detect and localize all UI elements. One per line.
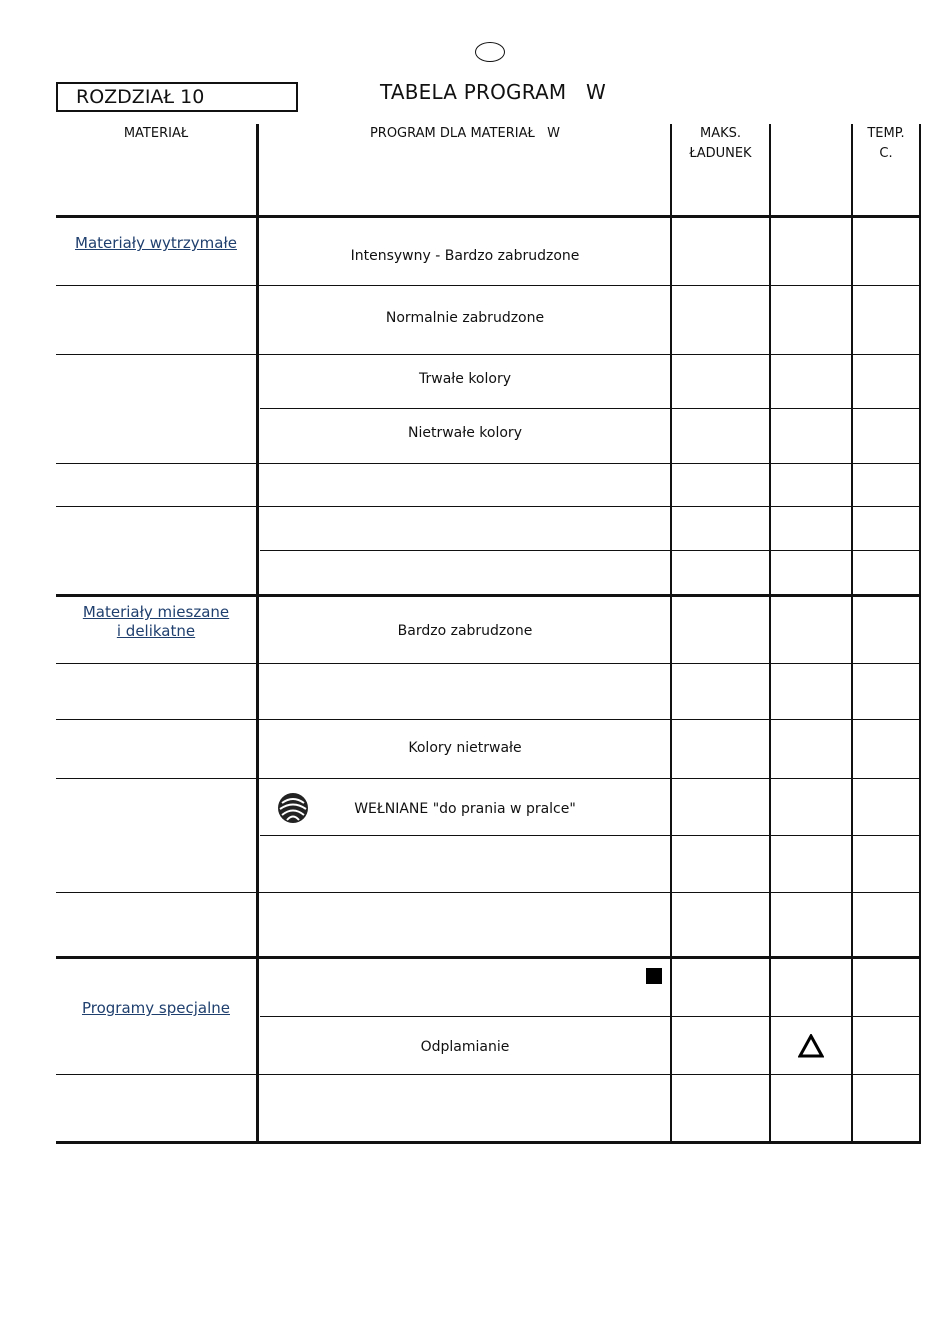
language-oval-marker (475, 42, 505, 62)
table-hline (260, 835, 921, 836)
category-mixed-delicate: Materiały mieszane i delikatne (82, 603, 230, 640)
table-hline (56, 663, 921, 664)
program-intensive: Intensywny - Bardzo zabrudzone (350, 248, 580, 264)
table-hline (56, 778, 921, 779)
table-hline (56, 463, 921, 464)
table-vline (851, 124, 853, 1144)
table-hline (260, 408, 921, 409)
table-hline-thick (56, 956, 921, 959)
column-header-temp: TEMP. C. (867, 126, 905, 161)
section-label: ROZDZIAŁ 10 (76, 86, 205, 108)
table-hline (260, 1016, 921, 1017)
table-hline (260, 550, 921, 551)
table-vline (769, 124, 771, 1144)
table-hline (56, 719, 921, 720)
category-strong-fabrics: Materiały wytrzymałe (75, 234, 237, 252)
program-stain-removal: Odplamianie (420, 1039, 510, 1055)
table-hline (56, 354, 921, 355)
column-header-program: PROGRAM DLA MATERIAŁ W (369, 126, 561, 141)
wool-skein-icon (276, 791, 310, 825)
black-square-icon (646, 968, 662, 984)
program-normal: Normalnie zabrudzone (385, 310, 545, 326)
column-header-max-load: MAKS. ŁADUNEK (689, 126, 752, 161)
table-vline (670, 124, 672, 1144)
table-hline (56, 892, 921, 893)
table-hline (56, 285, 921, 286)
program-fast-colors: Trwałe kolory (419, 371, 511, 387)
program-colors-nonfast: Kolory nietrwałe (408, 740, 522, 756)
table-vline (919, 124, 921, 1144)
table-hline-thick (56, 215, 921, 218)
program-wool: WEŁNIANE "do prania w pralce" (354, 801, 576, 817)
category-special-programs: Programy specjalne (81, 999, 230, 1017)
section-label-box (56, 82, 298, 112)
program-very-dirty: Bardzo zabrudzone (397, 623, 533, 639)
column-header-material: MATERIAŁ (123, 126, 189, 141)
table-hline (56, 506, 921, 507)
table-hline-thick (56, 594, 921, 597)
page-title: TABELA PROGRAM W (380, 80, 607, 104)
table-hline-thick (56, 1141, 921, 1144)
table-vline (256, 124, 259, 1144)
triangle-warning-icon (798, 1034, 824, 1058)
program-nonfast-colors: Nietrwałe kolory (408, 425, 522, 441)
table-hline (56, 1074, 921, 1075)
